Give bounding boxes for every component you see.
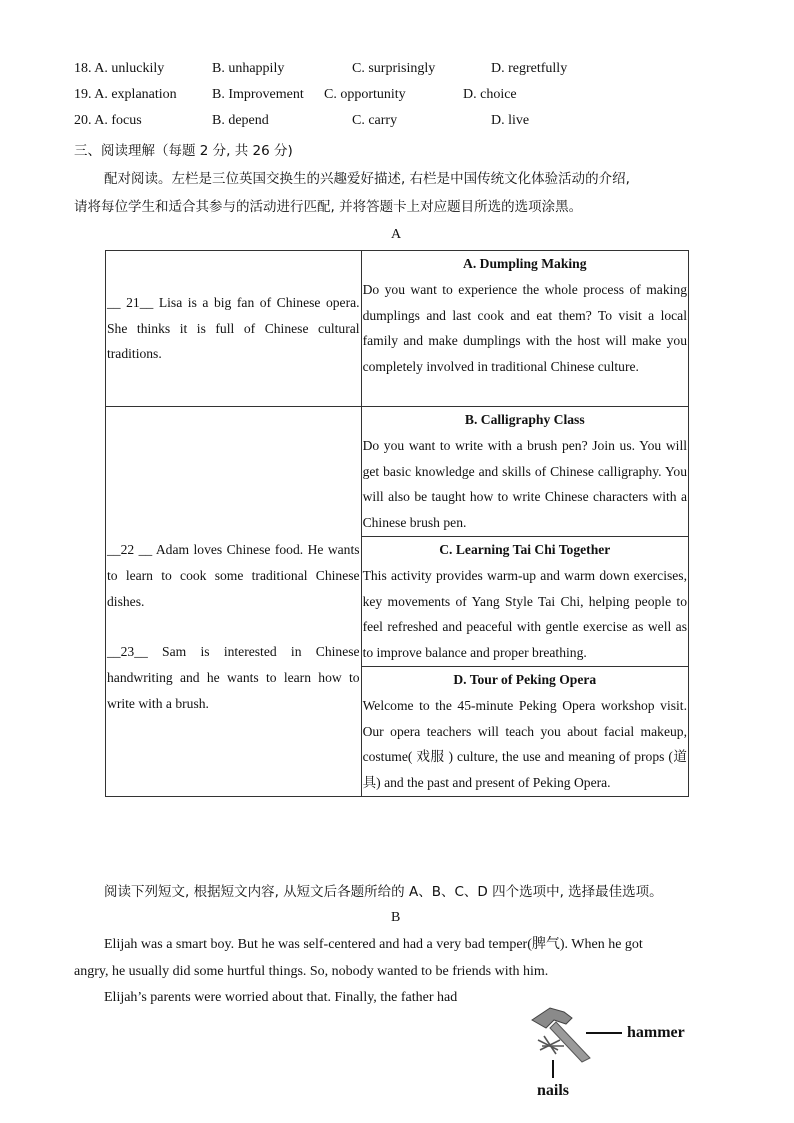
activity-cell-c xyxy=(361,536,688,666)
activity-cell-d xyxy=(361,666,688,796)
instructions-line-2: 请将每位学生和适合其参与的活动进行匹配, 并将答题卡上对应题目所选的选项涂黑。 xyxy=(74,199,583,215)
option-20-c: C. carry xyxy=(352,113,398,128)
option-20-b: B. depend xyxy=(212,113,269,128)
part-a-label: A xyxy=(391,227,402,242)
activity-cell-b xyxy=(361,407,688,537)
option-18-c: C. surprisingly xyxy=(352,61,436,76)
passage-line-1: Elijah was a smart boy. But he was self-centered and had a very bad temper(脾气). When he got xyxy=(104,937,643,952)
option-19-c: C. opportunity xyxy=(324,87,406,102)
passage-line-3: Elijah’s parents were worried about that. Finally, the father had xyxy=(104,990,458,1005)
table-row xyxy=(106,407,689,537)
activity-b-title: B. Calligraphy Class xyxy=(464,412,585,427)
activity-c-title: C. Learning Tai Chi Together xyxy=(439,541,611,557)
instructions-line-1: 配对阅读。左栏是三位英国交换生的兴趣爱好描述, 右栏是中国传统文化体验活动的介绍, xyxy=(104,171,630,187)
nails-label: nails xyxy=(537,1082,570,1099)
activity-a-title: A. Dumpling Making xyxy=(463,256,587,271)
option-20-d: D. live xyxy=(491,113,530,128)
hammer-label: hammer xyxy=(627,1024,685,1041)
option-18-a: 18. A. unluckily xyxy=(74,61,165,76)
activity-cell-a xyxy=(361,251,688,407)
activity-d-body: Welcome to the 45-minute Peking Opera workshop visit. Our opera teachers will teach you about facial makeup, costume( 戏服 ) culture, the use and meaning of props (道具) and the past and present of Peking Opera. xyxy=(362,697,687,791)
option-19-b: B. Improvement xyxy=(212,87,304,102)
student-23-text: __23__ Sam is interested in Chinese handwriting and he wants to learn how to write with a brush. xyxy=(107,644,360,711)
option-19-a: 19. A. explanation xyxy=(74,87,177,102)
passage-line-2: angry, he usually did some hurtful things. So, nobody wanted to be friends with him. xyxy=(74,964,549,979)
section-heading: 三、阅读理解（每题 2 分, 共 26 分) xyxy=(74,143,293,159)
option-19-d: D. choice xyxy=(463,87,517,102)
option-18-d: D. regretfully xyxy=(491,61,568,76)
option-18-b: B. unhappily xyxy=(212,61,285,76)
part-b-instructions: 阅读下列短文, 根据短文内容, 从短文后各题所给的 A、B、C、D 四个选项中, 选择最佳选项。 xyxy=(104,884,663,900)
activity-a-body: Do you want to experience the whole process of making dumplings and last cook and eat them? To visit a local family and make dumplings with the host will make you completely involved in traditional Chinese culture. xyxy=(362,281,687,375)
part-b-label: B xyxy=(391,910,401,925)
matching-table xyxy=(105,250,689,797)
hammer-icon xyxy=(532,1008,590,1062)
student-21-text: __ 21__ Lisa is a big fan of Chinese opera. She thinks it is full of Chinese cultural traditions. xyxy=(107,294,360,362)
activity-b-body: Do you want to write with a brush pen? Join us. You will get basic knowledge and skills of Chinese calligraphy. You will also be taught how to write Chinese characters with a Chinese brush pen. xyxy=(362,437,687,531)
option-20-a: 20. A. focus xyxy=(74,113,142,128)
student-cell-21 xyxy=(106,251,362,407)
activity-c-body: This activity provides warm-up and warm down exercises, key movements of Yang Style Tai Chi, helping people to feel refreshed and peaceful with gentle exercise as well as to improve balance and proper breathing. xyxy=(362,567,687,661)
student-cell-22-23 xyxy=(106,407,362,797)
activity-d-title: D. Tour of Peking Opera xyxy=(453,671,597,687)
table-row xyxy=(106,251,689,407)
student-22-text: __22 __ Adam loves Chinese food. He wants to learn to cook some traditional Chinese dishes. xyxy=(107,542,360,609)
